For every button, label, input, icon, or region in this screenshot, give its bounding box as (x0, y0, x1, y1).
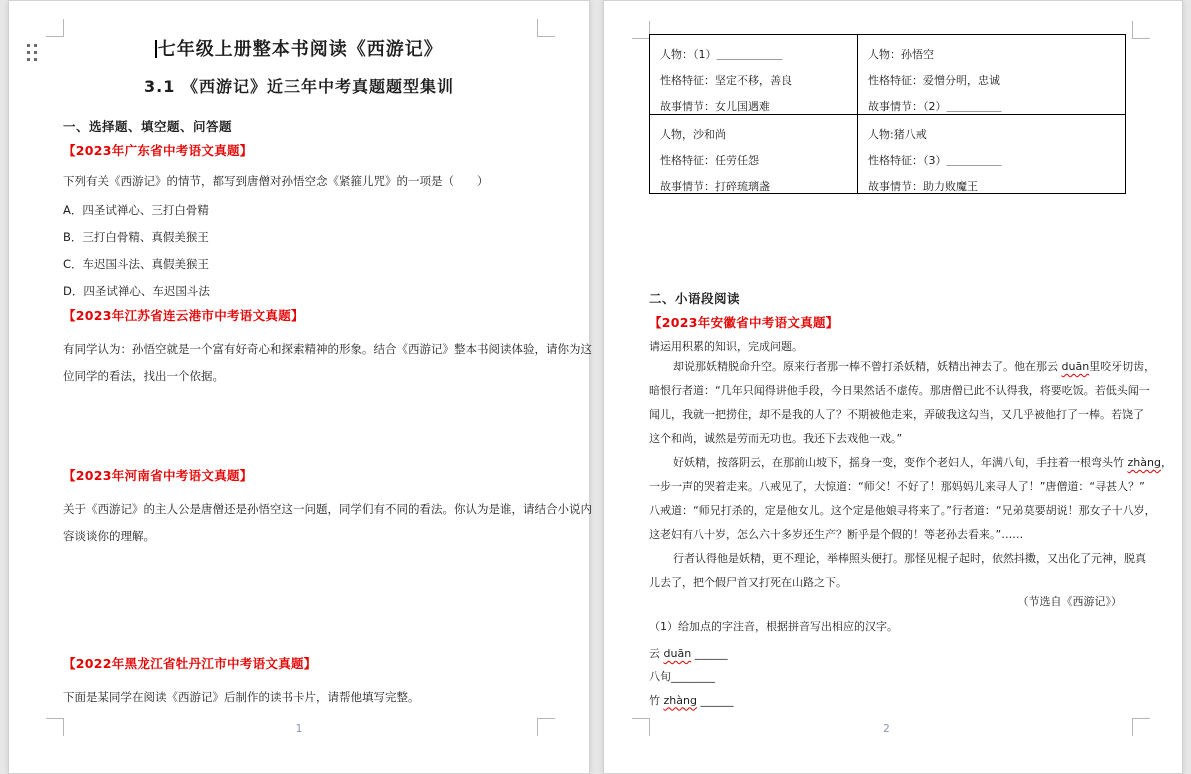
text-line: 一步一声的哭着走来。八戒见了，大惊道：“师父！不好了！那妈妈儿来寻人了！”唐僧道：“寻甚人？” (649, 480, 1145, 493)
question-block-2 (63, 308, 592, 390)
passage-citation: （节选自《西游记》） (1017, 595, 1122, 608)
text-line: 行者认得他是妖精，更不理论，举棒照头便打。那怪见棍子起时，依然抖擞，又出化了元神，脱真 (673, 552, 1146, 565)
text-line: 云 duān ______ (649, 647, 728, 660)
text-line: 人物，沙和尚 (660, 128, 726, 141)
text-line: 好妖精，按落阴云，在那前山坡下，摇身一变，变作个老妇人，年满八旬，手拄着一根弯头竹 zhàng， (673, 456, 1172, 469)
text-line: 故事情节：打碎琉璃盏 (660, 180, 770, 193)
crop-mark (537, 718, 555, 736)
question-text (63, 684, 535, 711)
text-line: 故事情节：（2）＿＿＿＿＿ (868, 100, 1002, 113)
sub-question-1: （1）给加点的字注音，根据拼音写出相应的汉字。 (649, 620, 898, 633)
pinyin-misspell-text: zhàng (1127, 456, 1161, 469)
crop-mark (1132, 718, 1150, 736)
text-line: 八戒道：“师兄打杀的，定是他女儿。这个定是他娘寻将来了。”行者道：“兄弟莫要胡说！那女子十八岁， (649, 504, 1156, 517)
text-line: 儿去了，把个假尸首又打死在山路之下。 (649, 576, 847, 589)
pinyin-misspell-text: duān (663, 647, 692, 660)
drag-handle-icon[interactable] (27, 44, 37, 61)
section-heading-2: 二、小语段阅读 (649, 291, 741, 306)
text-line: 暗恨行者道：“几年只闻得讲他手段，今日果然话不虚传。那唐僧已此不认得我，将要吃饭。若低头闻一 (649, 384, 1150, 397)
text-line: B．三打白骨精、真假美猴王 (63, 230, 209, 244)
crop-mark (46, 718, 64, 736)
question-block-4 (63, 656, 535, 711)
question-text (63, 496, 592, 550)
section-heading-1: 一、选择题、填空题、问答题 (63, 119, 233, 134)
text-line: 人物:猪八戒 (868, 128, 927, 141)
exam-source-label: 【2023年江苏省连云港市中考语文真题】 (63, 308, 304, 323)
text-cursor (155, 40, 157, 58)
crop-mark (632, 718, 650, 736)
pinyin-misspell-text: zhàng (663, 693, 697, 707)
text-line: 下面是某同学在阅读《西游记》后制作的读书卡片，请帮他填写完整。 (63, 690, 420, 704)
exam-source-label: 【2022年黑龙江省牡丹江市中考语文真题】 (63, 656, 317, 671)
exam-source-label: 【2023年广东省中考语文真题】 (63, 143, 253, 158)
exam-source-label: 【2023年安徽省中考语文真题】 (649, 315, 839, 330)
doc-title-text: 七年级上册整本书阅读《西游记》 (157, 39, 443, 60)
text-line: 这个和尚，诚然是劳而无功也。我还下去戏他一戏。” (649, 432, 903, 445)
crop-mark (537, 19, 555, 37)
text-line: 竹 zhàng ______ (649, 693, 734, 707)
card-cell-sunwukong (857, 35, 1125, 114)
question-block-5 (649, 315, 1124, 331)
text-line: 位同学的看法，找出一个依据。 (63, 369, 224, 383)
card-cell-tangseng (650, 35, 857, 114)
page-2[interactable] (603, 0, 1183, 774)
text-line: 八旬________ (649, 670, 715, 684)
pinyin-misspell-text: duān (1061, 360, 1090, 373)
question-block-1 (63, 143, 535, 305)
text-line: 性格特征：任劳任怨 (660, 154, 759, 167)
text-line: 关于《西游记》的主人公是唐僧还是孙悟空这一问题，同学们有不同的看法。你认为是谁，请结合小说内 (63, 502, 592, 516)
text-line: A．四圣试禅心、三打白骨精 (63, 203, 209, 217)
text-line: 却说那妖精脱命升空。原来行者那一棒不曾打杀妖精，妖精出神去了。他在那云 duān里咬牙切齿， (673, 360, 1156, 373)
text-line: D．四圣试禅心、车迟国斗法 (63, 284, 210, 298)
question-stem: 下列有关《西游记》的情节，都写到唐僧对孙悟空念《紧箍儿咒》的一项是（ ） (63, 174, 489, 188)
text-line: 容谈谈你的理解。 (63, 529, 155, 543)
crop-mark (46, 19, 64, 37)
reading-card-table (649, 34, 1126, 194)
doc-subtitle: 3.1 《西游记》近三年中考真题题型集训 (144, 77, 454, 96)
text-line: 故事情节：女儿国遇难 (660, 100, 770, 113)
exam-source-label: 【2023年河南省中考语文真题】 (63, 468, 253, 483)
options-list (63, 197, 535, 305)
page-2-content (649, 1, 1172, 773)
reading-passage (649, 355, 1172, 595)
text-line: 人物：（1）＿＿＿＿＿＿ (660, 48, 783, 61)
page-number: 1 (295, 723, 303, 735)
doc-title (63, 35, 535, 61)
page-1-content (63, 1, 592, 773)
text-line: 性格特征：坚定不移，善良 (660, 74, 792, 87)
text-line: 有同学认为：孙悟空就是一个富有好奇心和探索精神的形象。结合《西游记》整本书阅读体验，请你为这 (63, 342, 592, 356)
text-line: C．车迟国斗法、真假美猴王 (63, 257, 210, 271)
text-line: 故事情节：助力败魔王 (868, 180, 978, 193)
text-line: 这老妇有八十岁，怎么六十多岁还生产？断乎是个假的！等老孙去看来。”…… (649, 528, 1024, 541)
text-line: 性格特征：爱憎分明，忠诚 (868, 74, 1000, 87)
question-intro: 请运用积累的知识，完成问题。 (649, 340, 803, 353)
answer-blanks (649, 642, 1124, 712)
text-line: 闻儿，我就一把捞住，却不是我的人了？不期被他走来，弄破我这勾当，又几乎被他打了一棒。若饶了 (649, 408, 1144, 421)
page-number: 2 (883, 723, 890, 735)
card-cell-zhubajie (857, 114, 1125, 193)
question-block-3 (63, 468, 592, 550)
crop-mark (1132, 21, 1150, 39)
crop-mark (632, 21, 650, 39)
question-text (63, 336, 592, 390)
text-line: 人物：孙悟空 (868, 48, 934, 61)
text-line: 性格特征：（3）＿＿＿＿＿ (868, 154, 1002, 167)
card-cell-shaheshang (650, 114, 857, 193)
page-1[interactable] (8, 0, 590, 774)
